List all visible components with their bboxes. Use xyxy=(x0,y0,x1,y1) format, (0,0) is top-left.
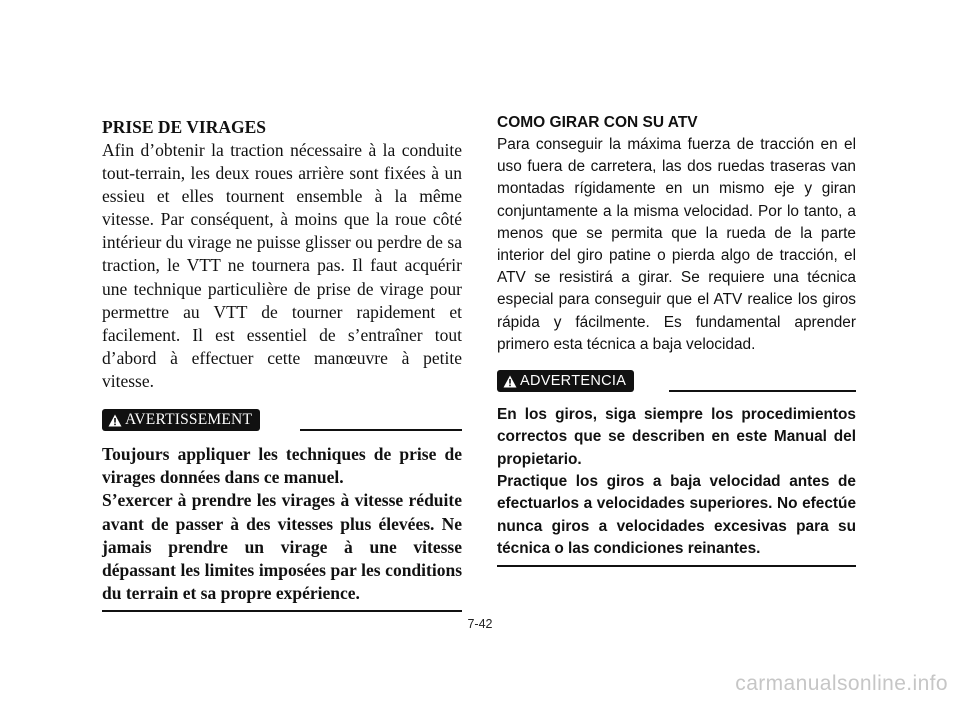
warning-header-es xyxy=(497,370,856,396)
warning-end-rule-fr xyxy=(102,610,462,612)
page-number: 7-42 xyxy=(467,617,493,631)
warning-text-es-1: En los giros, siga siempre los procedimientos correctos que se describen en este Manual del propietario. xyxy=(497,406,856,468)
warning-text-fr-1: Toujours appliquer les techniques de prise de virages données dans ce manuel. xyxy=(102,444,462,488)
warning-badge-fr xyxy=(102,409,260,431)
warning-text-fr-2: S’exercer à prendre les virages à vitesse réduite avant de passer à des vitesses plus élevées. Ne jamais prendre un virage à une vitesse dépassant les limites imposées par les conditions du terrain et sa propre expérience. xyxy=(102,490,462,604)
warning-triangle-icon xyxy=(108,414,122,427)
body-text-fr: Afin d’obtenir la traction nécessaire à la conduite tout-terrain, les deux roues arrière sont fixées à un essieu et elles tournent ensemble à la même vitesse. Par conséquent, à moins que la roue côté intérieur du virage ne puisse glisser ou perdre de sa traction, le VTT ne tournera pas. Il faut acquérir une technique particulière de prise de virage pour permettre au VTT de tourner rapidement et facilement. Il est essentiel de s’entraîner tout d’abord à effectuer cette manœuvre à petite vitesse. xyxy=(102,140,462,391)
warning-label-fr: AVERTISSEMENT xyxy=(125,411,253,429)
warning-label-es: ADVERTENCIA xyxy=(520,373,627,390)
warning-header-fr xyxy=(102,409,462,435)
warning-triangle-icon xyxy=(503,375,517,388)
body-text-es: Para conseguir la máxima fuerza de tracción en el uso fuera de carretera, las dos ruedas traseras van montadas rígidamente en un mismo eje y giran conjuntamente a la misma velocidad. Por lo tanto, a menos que se permita que la rueda de la parte interior del giro patine o pierda algo de tracción, el ATV se resistirá a girar. Se requiere una técnica especial para conseguir que el ATV realice los giros rápida y fácilmente. Es fundamental aprender primero esta técnica a baja velocidad. xyxy=(497,136,856,353)
warning-text-es-2: Practique los giros a baja velocidad antes de efectuarlos a velocidades superiores. No efectúe nunca giros a velocidades excesivas para su técnica o las condiciones reinantes. xyxy=(497,472,856,557)
section-title-fr: PRISE DE VIRAGES xyxy=(102,117,267,137)
spanish-column xyxy=(497,112,856,567)
watermark: carmanualsonline.info xyxy=(735,672,948,695)
warning-end-rule-es xyxy=(497,565,856,567)
warning-header-rule-fr xyxy=(300,429,462,431)
section-title-es: COMO GIRAR CON SU ATV xyxy=(497,114,698,131)
warning-badge-es xyxy=(497,370,634,392)
warning-header-rule-es xyxy=(669,390,856,392)
french-column xyxy=(102,112,462,612)
